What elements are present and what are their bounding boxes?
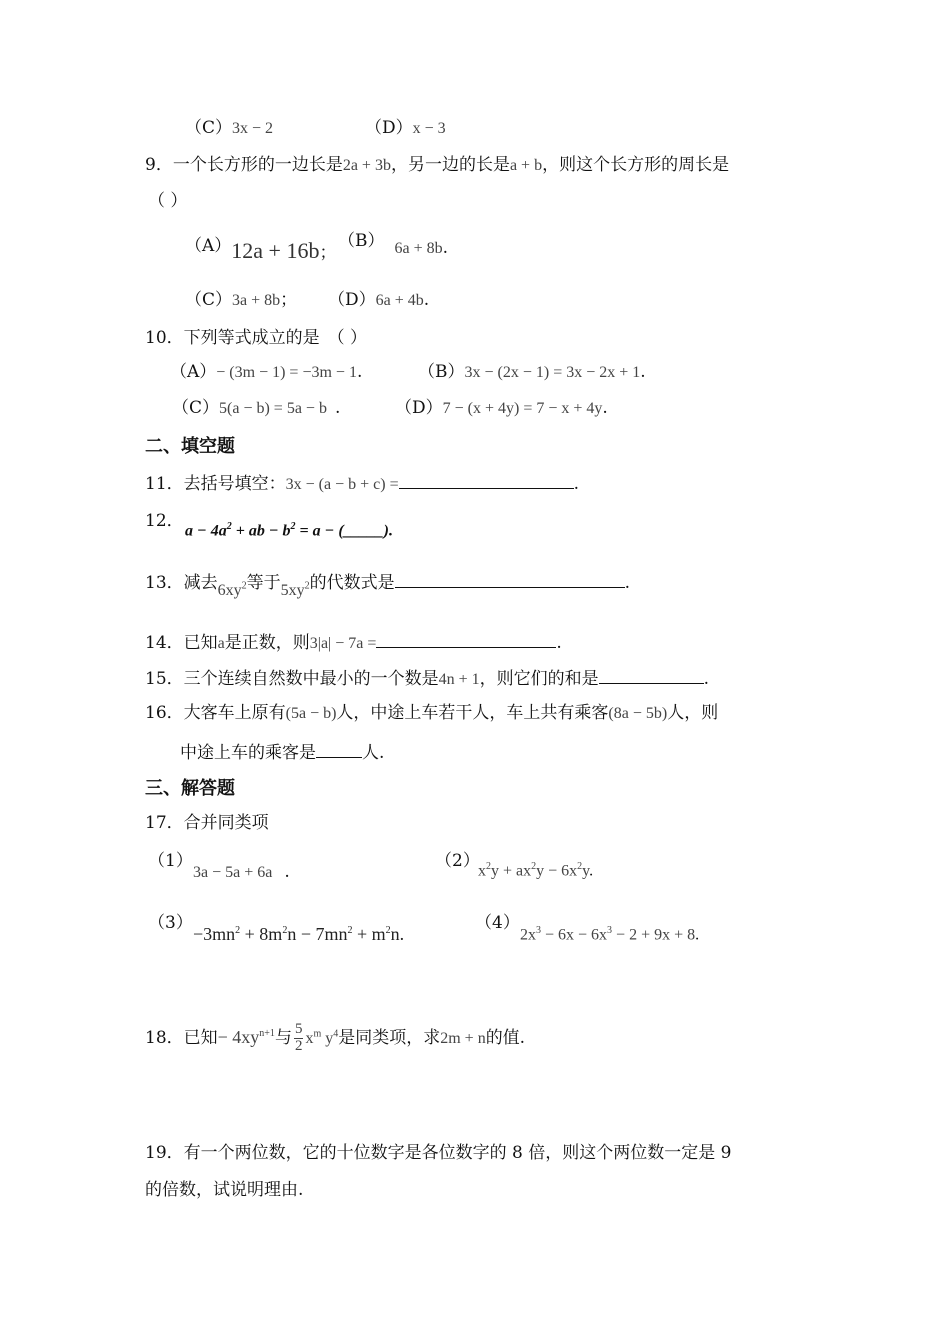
option-label: （D） [365,118,413,138]
punct: . [388,522,393,540]
math-expr [218,582,247,599]
q16-line1 [145,705,718,722]
fraction [294,1022,304,1055]
question-number: 13． [145,573,184,593]
stem-text: 人，则 [667,703,719,723]
option-expr: 3x − (2x − 1) = 3x − 2x + 1 [464,364,641,381]
exponent: 4 [333,1028,339,1040]
stem-text: 是同类项，求 [338,1027,441,1048]
exponent: 2 [486,861,491,872]
stem-text: 中途上车的乘客是 [180,743,316,763]
option-label: （D） [395,398,443,418]
punct: . [602,398,608,418]
stem-text: ，另一边的长是 [390,155,510,175]
question-number: 10． [145,328,184,348]
math-term: 5xy [280,582,305,599]
q10-option-d [395,400,608,417]
stem-text: 与 [274,1027,292,1048]
exponent: 2 [304,580,310,592]
stem-text: 的值. [485,1027,526,1048]
math-var: a [217,635,225,652]
q10-option-c [172,400,340,417]
q19-line2: 的倍数，试说明理由. [145,1180,304,1200]
q16-line2 [180,742,384,762]
exponent: 2 [290,521,296,532]
answer-blank[interactable]: _____ [343,522,384,540]
stem-text: 人，中途上车若干人，车上共有乘客 [336,703,609,723]
q8-option-c [185,120,273,137]
exponent: n+1 [259,1027,275,1039]
stem-text: 一个长方形的一边长是 [172,155,343,175]
math-expr: a + b [509,157,543,174]
math-expr: 3x − (a − b + c) = [285,476,399,493]
question-number: 19． [145,1143,184,1163]
q18 [145,1022,525,1055]
math-term: 6xy [217,582,242,599]
section-title: 三、解答题 [145,778,235,799]
math-term: − 6x − 6x [541,926,608,944]
math-term: y − 6x [536,862,578,880]
punct: . [399,924,405,944]
q9-answer-paren: （ ） [148,191,188,211]
stem-text: ，则这个长方形的周长是 [542,155,730,175]
punct: . [589,862,594,880]
stem-text: 已知 [183,633,218,653]
q11 [145,473,579,493]
punct: . [556,633,562,653]
q17-part2-expr [478,862,593,879]
q17-part4-expr [520,926,699,943]
exponent: 2 [347,925,353,936]
q10-option-b [418,364,646,381]
stem-text: 下列等式成立的是 [183,328,320,348]
answer-blank[interactable] [399,473,574,489]
exponent: 2 [531,861,537,872]
exponent: 2 [282,925,288,936]
math-term: + m [352,924,386,944]
option-label: （C） [185,290,233,310]
option-expr: − (3m − 1) = −3m − 1 [216,364,357,381]
punct: . [624,573,631,593]
question-number: 9． [145,155,173,175]
punct: ； [319,243,337,263]
q9-option-a [185,233,337,263]
q10-option-a [170,364,362,381]
stem-text: 是正数，则 [224,633,310,653]
q17-part4-label: （4） [475,913,520,933]
option-expr: 3x − 2 [232,120,274,137]
q17-part3-label: （3） [148,913,193,933]
q8-option-d [365,120,446,137]
stem-text: 去括号填空： [183,474,286,494]
stem-text: ，则它们的和是 [479,669,599,689]
q10-stem [145,330,367,347]
question-number: 18． [145,1027,184,1048]
q17-stem [145,815,269,832]
stem-text: 有一个两位数，它的十位数字是各位数字的 8 倍，则这个两位数一定是 9 [183,1143,732,1163]
q17-part1-expr [193,864,290,881]
punct: . [695,926,700,944]
q17-part3-expr [193,925,404,943]
option-label: （D） [328,290,376,310]
option-expr: 12a + 16b [231,238,320,263]
question-number: 11． [145,474,184,494]
stem-text: 等于 [246,573,281,593]
stem-text: 减去 [183,573,218,593]
math-expr: = a − ( [295,522,344,540]
math-term: − 2 + 9x + 8 [612,926,696,944]
exponent: 2 [241,580,247,592]
math-term: y + ax [491,862,532,880]
q9-option-c [185,292,297,309]
stem-text: 的代数式是 [309,573,395,593]
math-expr: 4n + 1 [438,671,480,688]
q15 [145,668,709,688]
q13 [145,572,631,599]
punct: . [423,290,430,310]
answer-blank[interactable] [395,572,625,588]
punct: . [356,362,363,382]
punct: . [334,398,341,418]
answer-blank[interactable] [316,742,362,758]
q12-expr [185,522,393,539]
math-term: −3mn [193,924,236,944]
exponent: 2 [577,861,583,872]
section-title: 二、填空题 [145,436,235,457]
exponent: 3 [536,925,541,936]
answer-paren: （ ） [327,328,368,348]
stem-text: 三个连续自然数中最小的一个数是 [183,669,439,689]
answer-blank[interactable] [599,668,704,684]
math-expr: + ab − b [231,522,291,540]
math-expr: 3a − 5a + 6a [193,864,273,881]
math-expr: (5a − b) [285,705,337,722]
math-term: y [321,1029,334,1047]
math-term: x [305,1029,314,1047]
q9-option-d [328,292,429,309]
option-expr: 6a + 8b [394,240,443,257]
math-term: 2x [520,926,536,944]
q14 [145,632,562,652]
math-expr: 2a + 3b [342,157,391,174]
option-label: （B） [418,362,465,382]
math-expr [218,1027,275,1047]
q19-line1 [145,1145,731,1162]
option-expr: 6a + 4b [375,292,424,309]
q17-part1-label: （1） [148,851,193,871]
math-expr: (8a − 5b) [608,705,668,722]
answer-blank[interactable] [376,632,556,648]
option-expr: 7 − (x + 4y) = 7 − x + 4y [442,400,603,417]
math-expr [281,582,310,599]
q17-part2-label: （2） [435,851,480,871]
stem-text: 人. [362,743,385,763]
exponent: 3 [607,925,613,936]
stem-text: 已知 [183,1027,218,1048]
option-label: （A） [185,236,232,256]
option-expr: 3a + 8b [232,292,281,309]
stem-text: 合并同类项 [183,813,269,833]
punct: . [703,669,710,689]
option-label: （A） [170,362,217,382]
math-term: + 8m [240,924,283,944]
exponent: 2 [385,925,391,936]
punct: . [573,474,579,494]
math-term: n − 7mn [287,924,348,944]
exponent: 2 [226,521,232,532]
question-number: 16． [145,703,184,723]
option-label: （C） [185,118,233,138]
option-expr: x − 3 [412,120,446,137]
option-label: （C） [172,398,220,418]
question-number: 15． [145,669,184,689]
fraction-denominator: 2 [294,1037,303,1054]
exponent: 2 [235,925,241,936]
exponent: m [313,1028,322,1040]
question-number: 17． [145,813,184,833]
option-expr: 5(a − b) = 5a − b [219,400,327,417]
math-term: y [582,862,590,880]
math-expr: ) [383,522,389,540]
punct: . [640,362,646,382]
q12-number: 12． [145,511,184,531]
math-term: n [390,924,400,944]
math-expr [305,1030,338,1047]
stem-text: 大客车上原有 [183,703,286,723]
q9-stem [145,157,729,174]
punct: . [442,238,449,258]
punct: . [284,862,290,882]
punct: ； [280,290,298,310]
math-expr: a − 4a [185,522,227,540]
math-expr: 2m + n [440,1029,486,1047]
fraction-numerator: 5 [294,1021,303,1037]
math-term: − 4xy [217,1026,260,1047]
q9-option-b [338,231,449,258]
math-expr: 3|a| − 7a = [309,635,377,652]
math-term: x [478,862,486,880]
option-label: （B） [338,231,385,251]
question-number: 14． [145,633,184,653]
